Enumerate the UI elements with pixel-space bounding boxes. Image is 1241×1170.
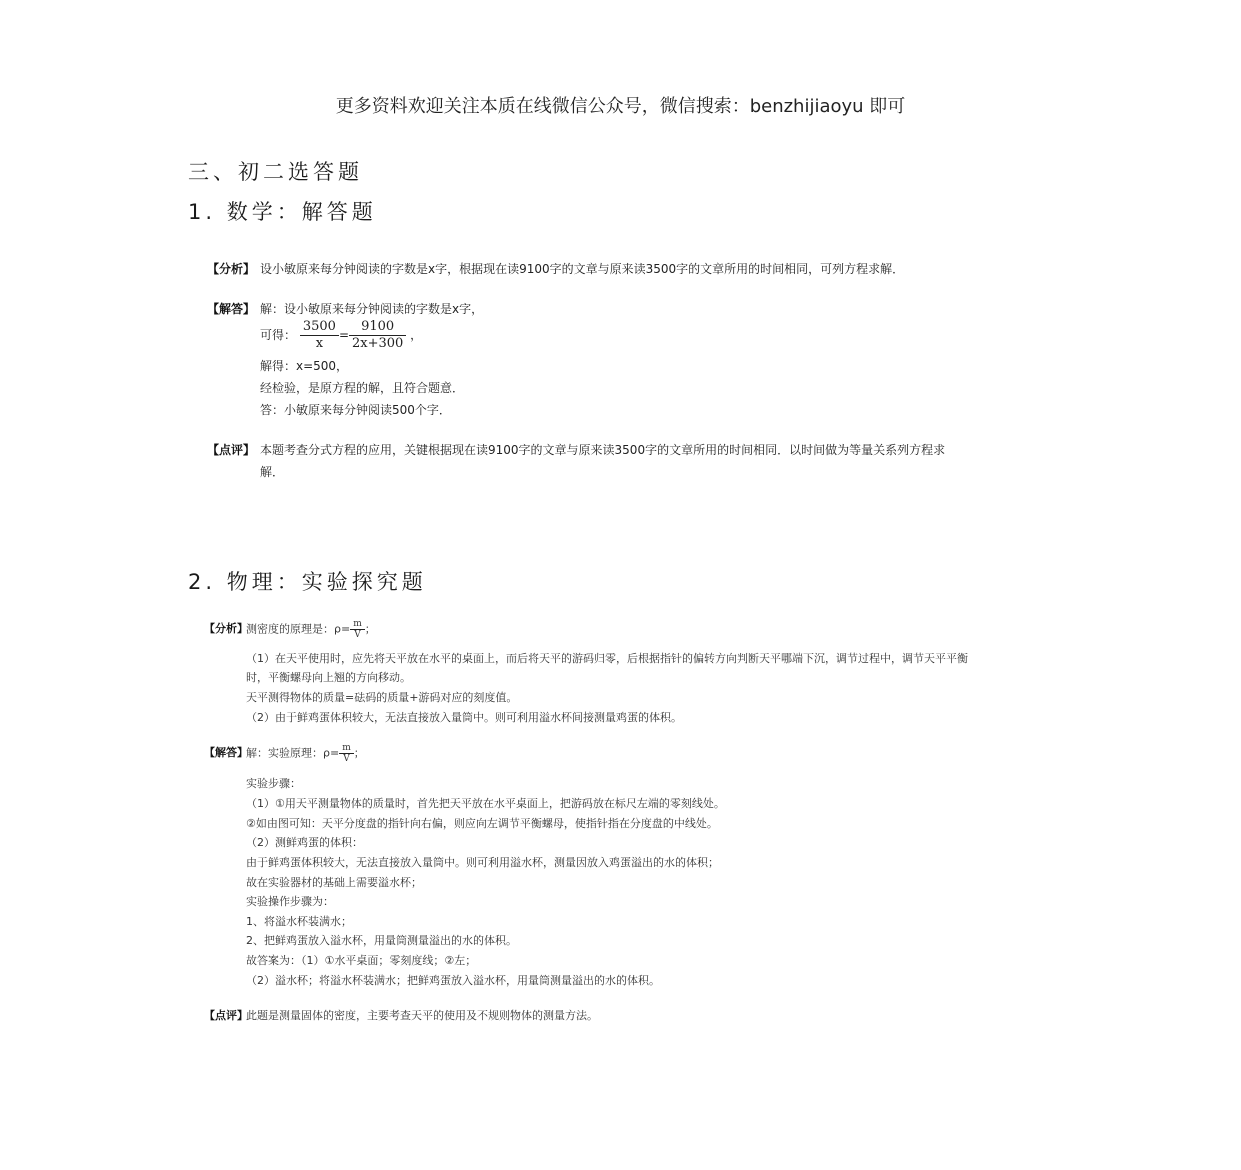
q2-solution-line-1-prefix: 解：实验原理：ρ=	[246, 746, 340, 760]
q2-analysis-line-1-prefix: 测密度的原理是：ρ=	[246, 622, 351, 636]
question-2-title: 2. 物理：实验探究题	[188, 570, 427, 594]
q2-solution-line: 由于鲜鸡蛋体积较大，无法直接放入量筒中。则可利用溢水杯，测量因放入鸡蛋溢出的水的体积；	[246, 856, 719, 869]
q2-solution-line: ②如由图可知：天平分度盘的指针向右偏，则应向左调节平衡螺母，使指针指在分度盘的中线处。	[246, 817, 718, 830]
q2-solution-line: （2）测鲜鸡蛋的体积：	[246, 836, 363, 849]
q2-solution-line-1-suffix: ；	[353, 746, 365, 760]
q2-solution-line: 1、将溢水杯装满水；	[246, 915, 352, 928]
q1-comment-tag: 【点评】	[207, 443, 256, 457]
q2-solution-line: 2、把鲜鸡蛋放入溢水杯，用量筒测量溢出的水的体积。	[246, 934, 517, 947]
q1-solution-tag: 【解答】	[207, 302, 256, 316]
q2-solution-density-denominator: V	[339, 753, 354, 764]
q1-comment-line-1: 本题考查分式方程的应用，关键根据现在读9100字的文章与原来读3500字的文章所用的时间相同．以时间做为等量关系列方程求	[260, 443, 946, 457]
q2-analysis-line-3: 时，平衡螺母向上翘的方向移动。	[246, 671, 411, 684]
q2-analysis-line-5: （2）由于鲜鸡蛋体积较大，无法直接放入量筒中。则可利用溢水杯间接测量鸡蛋的体积。	[246, 711, 682, 724]
q1-fraction-2-denominator: 2x+300	[349, 335, 406, 352]
q1-fraction-1-numerator: 3500	[302, 319, 336, 334]
q2-density-numerator: m	[353, 619, 362, 629]
q2-comment-tag: 【点评】	[204, 1009, 248, 1022]
q2-solution-line: 实验操作步骤为：	[246, 895, 334, 908]
q1-fraction-2	[349, 319, 406, 352]
q1-equals-sign: =	[338, 328, 349, 342]
q2-analysis-tag: 【分析】	[204, 622, 248, 635]
q2-solution-density-numerator: m	[342, 743, 351, 753]
q1-fraction-2-numerator: 9100	[361, 319, 395, 334]
q1-solution-line-5: 答：小敏原来每分钟阅读500个字．	[260, 403, 451, 417]
q1-equation-prefix: 可得：	[260, 328, 297, 342]
q2-solution-line: 实验步骤：	[246, 777, 301, 790]
q2-solution-line: （1）①用天平测量物体的质量时，首先把天平放在水平桌面上，把游码放在标尺左端的零刻线处。	[246, 797, 725, 810]
q1-comment-line-2: 解．	[260, 465, 285, 479]
q2-solution-line: （2）溢水杯；将溢水杯装满水；把鲜鸡蛋放入溢水杯，用量筒测量溢出的水的体积。	[246, 974, 660, 987]
q2-solution-tag: 【解答】	[204, 746, 248, 759]
q2-solution-line: 故在实验器材的基础上需要溢水杯；	[246, 876, 422, 889]
q1-fraction-1-denominator: x	[300, 335, 339, 352]
q1-analysis-tag: 【分析】	[207, 262, 256, 276]
q2-density-fraction	[350, 619, 365, 640]
section-title: 三、初二选答题	[188, 160, 363, 184]
q2-analysis-line-2: （1）在天平使用时，应先将天平放在水平的桌面上，而后将天平的游码归零，后根据指针的偏转方向判断天平哪端下沉，调节过程中，调节天平平衡	[246, 652, 968, 665]
q1-solution-line-4: 经检验，是原方程的解，且符合题意．	[260, 381, 465, 395]
q1-analysis-text: 设小敏原来每分钟阅读的字数是x字，根据现在读9100字的文章与原来读3500字的文章所用的时间相同，可列方程求解．	[260, 262, 905, 276]
q2-analysis-line-1-suffix: ；	[364, 622, 376, 636]
q1-fraction-1	[300, 319, 339, 352]
q2-analysis-line-4: 天平测得物体的质量=砝码的质量+游码对应的刻度值。	[246, 691, 518, 704]
q2-comment-text: 此题是测量固体的密度，主要考查天平的使用及不规则物体的测量方法。	[246, 1009, 598, 1022]
q1-solution-line-1: 解：设小敏原来每分钟阅读的字数是x字，	[260, 302, 484, 316]
q2-analysis-line-1	[246, 619, 376, 640]
question-1-title: 1. 数学：解答题	[188, 200, 377, 224]
q2-density-denominator: V	[350, 629, 365, 640]
q2-solution-line: 故答案为：（1）①水平桌面；零刻度线；②左；	[246, 954, 477, 967]
q2-solution-density-fraction	[339, 743, 354, 764]
header-banner: 更多资料欢迎关注本质在线微信公众号，微信搜索：benzhijiaoyu 即可	[335, 96, 906, 117]
q1-solution-line-3: 解得：x=500，	[260, 359, 349, 373]
q1-equation-line	[260, 319, 422, 352]
q1-equation-suffix: ，	[410, 328, 423, 342]
q2-solution-line-1	[246, 743, 365, 764]
